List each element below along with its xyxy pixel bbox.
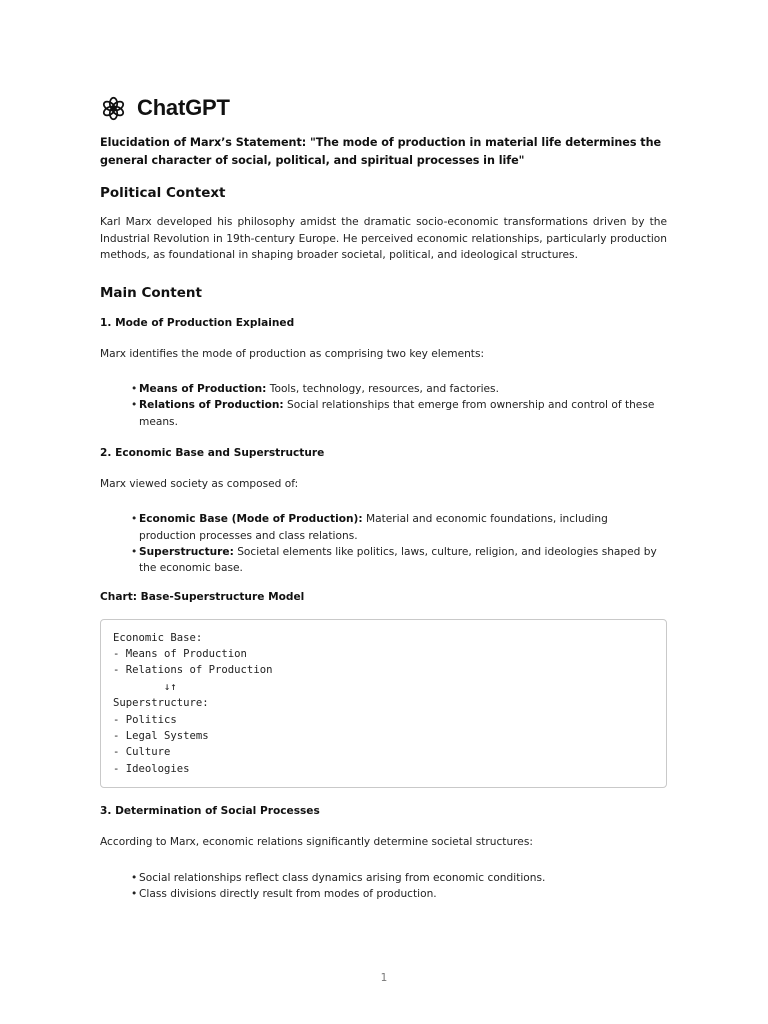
code-line: - Means of Production <box>113 647 247 660</box>
code-line: - Culture <box>113 746 171 759</box>
list-item <box>131 511 667 544</box>
base-superstructure-code-block <box>100 619 667 789</box>
chart-heading: Chart: Base-Superstructure Model <box>100 590 305 603</box>
code-line: Superstructure: <box>113 697 209 710</box>
subheading-mode-of-production: 1. Mode of Production Explained <box>100 316 295 329</box>
brand-header <box>100 94 667 122</box>
social-processes-list <box>100 870 667 903</box>
list-item-text: Social relationships that emerge from ownership and control of these means. <box>139 399 655 428</box>
list-item: • Social relationships reflect class dynamics arising from economic conditions. <box>131 870 667 886</box>
code-line: ↓↑ <box>113 680 177 693</box>
openai-logo-icon <box>100 95 127 122</box>
code-line: - Legal Systems <box>113 729 209 742</box>
list-item-term: Superstructure: <box>139 545 234 558</box>
code-line: - Ideologies <box>113 762 190 775</box>
list-item <box>131 381 667 397</box>
list-item-text: Material and economic foundations, including production processes and class relations. <box>139 513 608 542</box>
list-item: • Class divisions directly result from modes of production. <box>131 886 667 902</box>
mode-of-production-intro: Marx identifies the mode of production as comprising two key elements: <box>100 347 485 360</box>
subheading-economic-base: 2. Economic Base and Superstructure <box>100 446 325 459</box>
list-item <box>131 397 667 430</box>
code-line: Economic Base: <box>113 631 203 644</box>
code-line: - Politics <box>113 713 177 726</box>
list-item-text: Tools, technology, resources, and factories. <box>266 383 499 395</box>
list-item-term: Economic Base (Mode of Production): <box>139 513 363 526</box>
base-superstructure-list <box>100 511 667 576</box>
subheading-social-processes: 3. Determination of Social Processes <box>100 805 320 818</box>
list-item <box>131 544 667 577</box>
political-context-paragraph: Karl Marx developed his philosophy amidst the dramatic socio-economic transformations driven by the Industrial Revolution in 19th-century Europe. He perceived economic relationships, particularly production methods, as foundational in shaping broader societal, political, and ideological structures. <box>100 216 667 261</box>
list-item-term: Relations of Production: <box>139 399 284 412</box>
list-item-term: Means of Production: <box>139 383 267 395</box>
section-heading-main-content: Main Content <box>100 284 202 301</box>
section-heading-political-context: Political Context <box>100 185 226 201</box>
code-line: - Relations of Production <box>113 664 273 677</box>
document-title: Elucidation of Marx’s Statement: "The mode of production in material life determines the general character of social, political, and spiritual processes in life" <box>100 136 662 167</box>
brand-name: ChatGPT <box>137 95 230 120</box>
list-item-text: Societal elements like politics, laws, culture, religion, and ideologies shaped by the economic base. <box>139 545 657 575</box>
base-superstructure-intro: Marx viewed society as composed of: <box>100 477 299 490</box>
mode-of-production-list <box>100 381 667 430</box>
page-number: 1 <box>380 972 388 984</box>
social-processes-intro: According to Marx, economic relations significantly determine societal structures: <box>100 836 533 849</box>
document-page <box>100 94 667 902</box>
